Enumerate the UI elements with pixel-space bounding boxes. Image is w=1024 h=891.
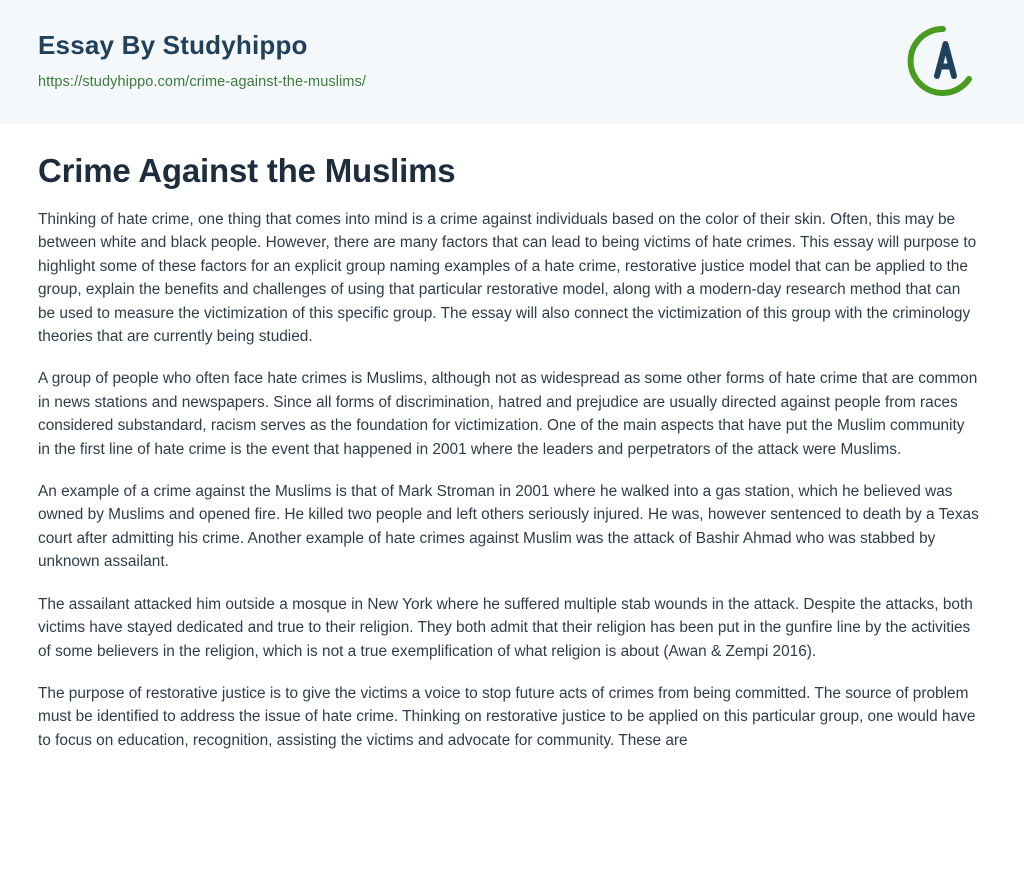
page-title: Crime Against the Muslims [38, 152, 456, 189]
essay-paragraph: An example of a crime against the Muslims is that of Mark Stroman in 2001 where he walked into a gas station, which he believed was owned by Muslims and opened fire. He killed two people and left others seriously injured. He was, however sentenced to death by a Texas court after admitting his crime. Another example of hate crimes against Muslim was the attack of Bashir Ahmad who was stabbed by unknown assailant. [38, 483, 979, 571]
letter-a-circle-logo-icon [906, 24, 980, 98]
essay-paragraph: The assailant attacked him outside a mosque in New York where he suffered multiple stab wounds in the attack. Despite the attacks, both victims have stayed dedicated and true to their religion. They both admit that their religion has been put in the gunfire line by the activities of some believers in the religion, which is not a true exemplification of what religion is about (Awan & Zempi 2016). [38, 595, 973, 660]
essay-paragraph: Thinking of hate crime, one thing that comes into mind is a crime against individuals based on the color of their skin. Often, this may be between white and black people. However, there are many factors that can lead to being victims of hate crimes. This essay will purpose to highlight some of these factors for an explicit group naming examples of a hate crime, restorative justice model that can be applied to the group, explain the benefits and challenges of using that particular restorative model, along with a modern-day research method that can be used to measure the victimization of this specific group. The essay will also connect the victimization of this group with the criminology theories that are currently being studied. [38, 211, 977, 346]
essay-paragraph: A group of people who often face hate crimes is Muslims, although not as widespread as some other forms of hate crime that are common in news stations and newspapers. Since all forms of discrimination, hatred and prejudice are usually directed against people from races considered substandard, racism serves as the foundation for victimization. One of the main aspects that have put the Muslim community in the first line of hate crime is the event that happened in 2001 where the leaders and perpetrators of the attack were Muslims. [38, 370, 978, 458]
page-header [0, 0, 1024, 124]
essay-content [0, 124, 1024, 752]
source-url-link[interactable]: https://studyhippo.com/crime-against-the-muslims/ [38, 74, 367, 91]
essay-paragraph: The purpose of restorative justice is to give the victims a voice to stop future acts of crimes from being committed. The source of problem must be identified to address the issue of hate crime. Thinking on restorative justice to be applied on this particular group, one would have to focus on education, recognition, assisting the victims and advocate for community. These are [38, 684, 976, 749]
brand-title: Essay By Studyhippo [38, 30, 308, 60]
